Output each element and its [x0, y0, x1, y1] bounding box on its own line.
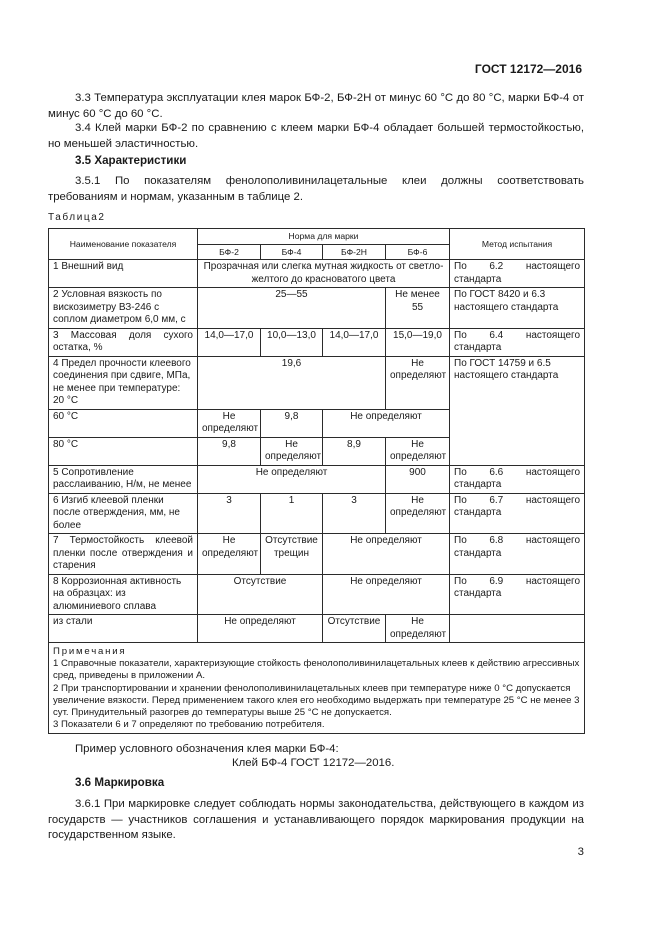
- row-value: Прозрачная или слегка мутная жидкость от светло-желтого до красноватого цвета: [198, 260, 450, 288]
- note-2: 2 При транспортировании и хранении фенолополивинилацетальных клеев при температуре ниже 0 °С допускается увеличение вязкости. Перед применением такого клея его необходимо выдержать при температуре 25 °С не менее 3 сут. Принудительный разогрев до температуры выше 25 °С не допускается.: [53, 682, 580, 719]
- row-value: Не определяют: [323, 574, 450, 615]
- row-value: 8,9: [323, 437, 386, 465]
- note-3: 3 Показатели 6 и 7 определяют по требованию потребителя.: [53, 719, 325, 731]
- header-indicator-name: Наименование показателя: [49, 229, 198, 260]
- row-value: Отсутствие трещин: [261, 534, 323, 575]
- row-value: Не менее 55: [386, 288, 450, 329]
- page-number: 3: [577, 846, 584, 858]
- example-designation: Клей БФ-4 ГОСТ 12172—2016.: [232, 757, 395, 769]
- row-value: Отсутствие: [198, 574, 323, 615]
- section-heading-3-5: 3.5 Характеристики: [75, 154, 187, 167]
- section-heading-3-6: 3.6 Маркировка: [75, 776, 165, 789]
- row-value: Не определяют: [386, 615, 450, 643]
- row-value: Не определяют: [198, 465, 386, 493]
- row-method: По 6.4 настоящего стандарта: [450, 328, 585, 356]
- notes-title: Примечания: [53, 646, 127, 657]
- row-name: 8 Коррозионная активность на образцах: из алюминиевого сплава: [49, 574, 198, 615]
- paragraph-3-3: 3.3 Температура эксплуатации клея марок БФ-2, БФ-2Н от минус 60 °С до 80 °С, марки БФ-4 от минус 60 °С до 60 °С.: [48, 92, 584, 120]
- row-name: из стали: [49, 615, 198, 643]
- row-method: По ГОСТ 14759 и 6.5 настоящего стандарта: [450, 356, 585, 465]
- row-value: Отсутствие: [323, 615, 386, 643]
- header-grade-bf6: БФ-6: [386, 244, 450, 260]
- paragraph-3-5-1: 3.5.1 По показателям фенолополивинилацетальные клеи должны соответствовать требованиям и нормам, указанным в таблице 2.: [48, 175, 584, 203]
- row-method: По 6.7 настоящего стандарта: [450, 493, 585, 534]
- row-value: 9,8: [261, 409, 323, 437]
- table-row: [49, 328, 585, 356]
- row-name: 6 Изгиб клеевой пленки после отверждения, мм, не более: [49, 493, 198, 534]
- characteristics-table: [48, 228, 585, 734]
- table-row: [49, 615, 585, 643]
- header-norm: Норма для марки: [198, 229, 450, 245]
- row-name: 3 Массовая доля сухого остатка, %: [49, 328, 198, 356]
- row-value: 25—55: [198, 288, 386, 329]
- row-method: По ГОСТ 8420 и 6.3 настоящего стандарта: [450, 288, 585, 329]
- row-method: По 6.2 настоящего стандарта: [450, 260, 585, 288]
- paragraph-3-6-1: 3.6.1 При маркировке следует соблюдать нормы законодательства, действующего в каждом из государств — участников соглашения и устанавливающего порядок маркирования продукции на государственном языке.: [48, 798, 584, 841]
- row-value: Не определяют: [323, 534, 450, 575]
- row-value: Не определяют: [261, 437, 323, 465]
- header-grade-bf2n: БФ-2Н: [323, 244, 386, 260]
- row-method: По 6.8 настоящего стандарта: [450, 534, 585, 575]
- row-value: Не определяют: [323, 409, 450, 437]
- table-row: [49, 493, 585, 534]
- table-caption: Таблица2: [48, 212, 106, 223]
- row-name: 2 Условная вязкость по вискозиметру ВЗ-246 с соплом диаметром 6,0 мм, с: [49, 288, 198, 329]
- table-header-row: [49, 229, 585, 245]
- row-name: 80 °С: [49, 437, 198, 465]
- standard-header: ГОСТ 12172—2016: [474, 62, 582, 76]
- row-value: 9,8: [198, 437, 261, 465]
- header-grade-bf4: БФ-4: [261, 244, 323, 260]
- note-1: 1 Справочные показатели, характеризующие стойкость фенолополивинилацетальных клеев к действию агрессивных сред, приведены в приложении А.: [53, 658, 580, 682]
- row-value: 3: [198, 493, 261, 534]
- table-row: [49, 534, 585, 575]
- table-row: [49, 288, 585, 329]
- row-value: Не определяют: [198, 534, 261, 575]
- row-name: 5 Сопротивление расслаиванию, Н/м, не менее: [49, 465, 198, 493]
- table-row: [49, 465, 585, 493]
- row-value: 900: [386, 465, 450, 493]
- table-notes: [49, 643, 585, 734]
- table-row: [49, 356, 585, 409]
- row-value: 19,6: [198, 356, 386, 409]
- row-value: 14,0—17,0: [323, 328, 386, 356]
- row-value: 10,0—13,0: [261, 328, 323, 356]
- row-name: 7 Термостойкость клеевой пленки после отверждения и старения: [49, 534, 198, 575]
- header-grade-bf2: БФ-2: [198, 244, 261, 260]
- row-method: По 6.6 настоящего стандарта: [450, 465, 585, 493]
- example-intro: Пример условного обозначения клея марки БФ-4:: [75, 743, 339, 755]
- table-notes-row: [49, 643, 585, 734]
- row-name: 4 Предел прочности клеевого соединения при сдвиге, МПа, не менее при температуре: 20 °С: [49, 356, 198, 409]
- row-value: 3: [323, 493, 386, 534]
- header-test-method: Метод испытания: [450, 229, 585, 260]
- row-value: Не определяют: [386, 437, 450, 465]
- row-value: 1: [261, 493, 323, 534]
- row-method: По 6.9 настоящего стандарта: [450, 574, 585, 615]
- table-row: [49, 260, 585, 288]
- row-method-empty: [450, 615, 585, 643]
- row-value: 15,0—19,0: [386, 328, 450, 356]
- row-name: 1 Внешний вид: [49, 260, 198, 288]
- row-value: Не определяют: [198, 409, 261, 437]
- row-name: 60 °С: [49, 409, 198, 437]
- row-value: Не определяют: [198, 615, 323, 643]
- paragraph-3-4: 3.4 Клей марки БФ-2 по сравнению с клеем марки БФ-4 обладает большей термостойкостью, но меньшей эластичностью.: [48, 122, 584, 150]
- row-value: Не определяют: [386, 493, 450, 534]
- table-row: [49, 574, 585, 615]
- row-value: Не определяют: [386, 356, 450, 409]
- row-value: 14,0—17,0: [198, 328, 261, 356]
